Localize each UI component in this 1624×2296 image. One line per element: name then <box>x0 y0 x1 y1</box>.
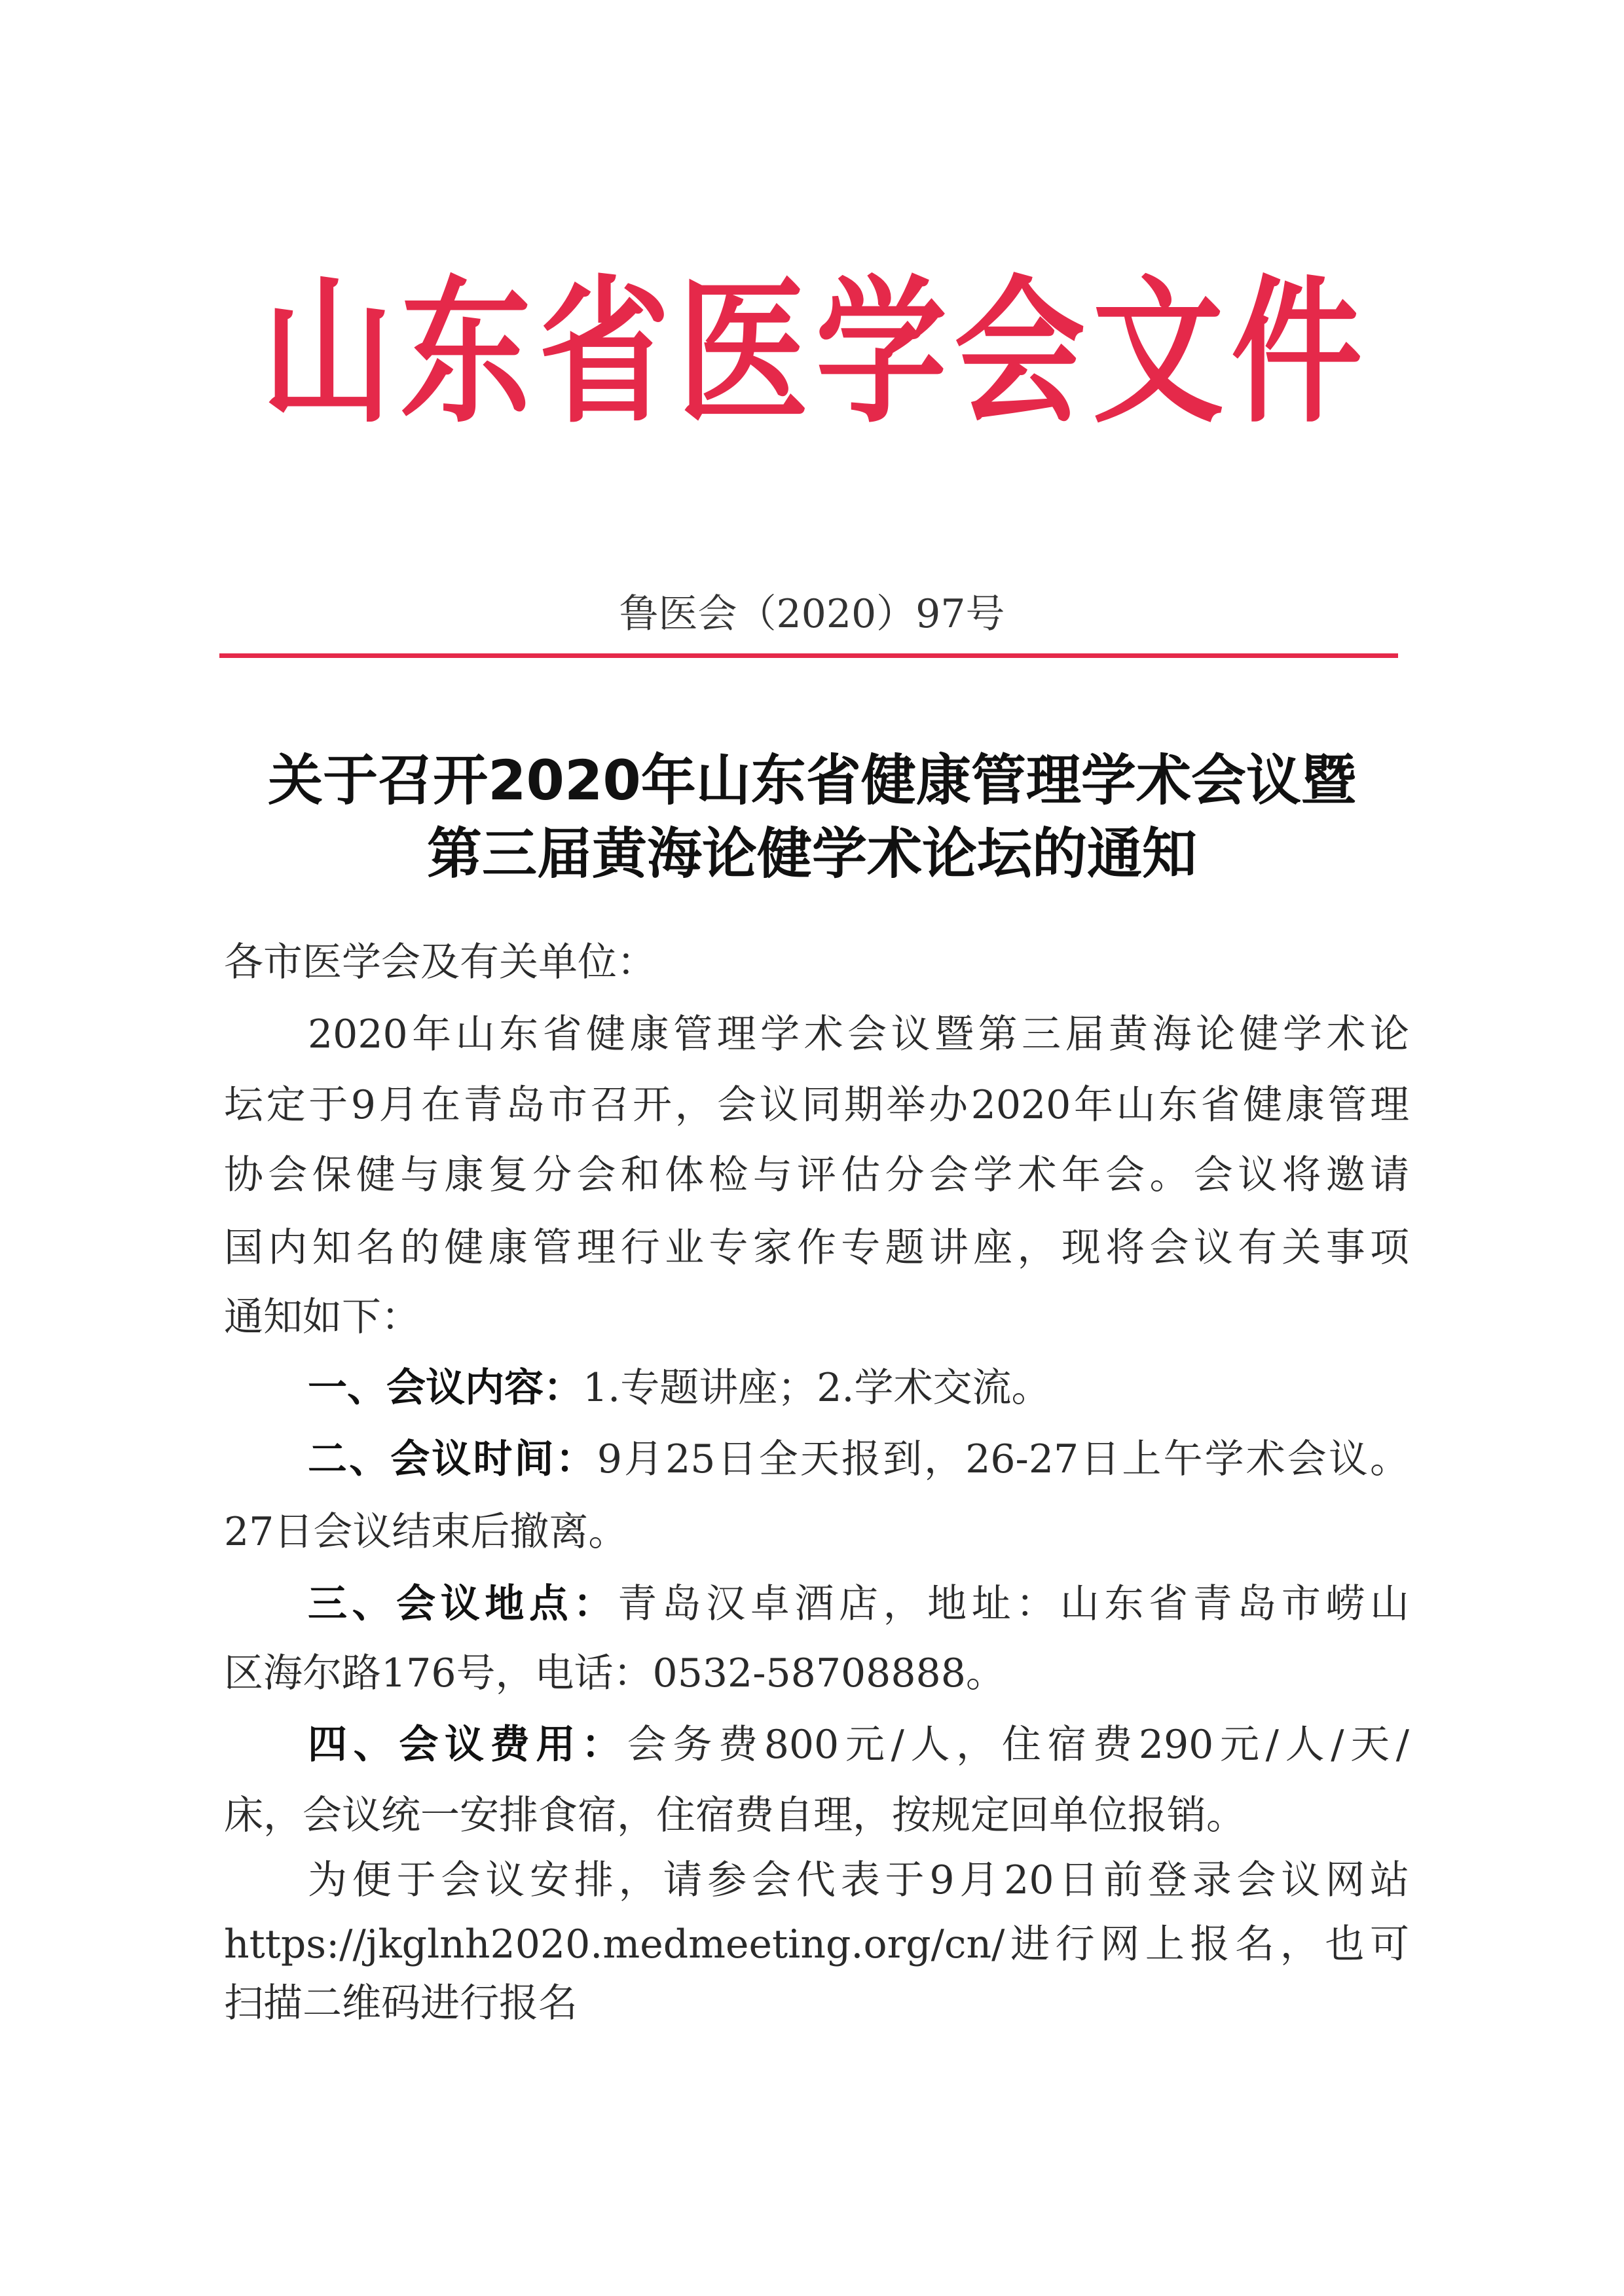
item-text: 青岛汉卓酒店，地址：山东省青岛市崂山 <box>618 1581 1410 1627</box>
item-label: 四、会议费用： <box>308 1722 627 1768</box>
intro-line: 坛定于9月在青岛市召开，会议同期举办2020年山东省健康管理 <box>224 1082 1409 1128</box>
registration-line: 扫描二维码进行报名 <box>224 1980 578 2026</box>
item-text: 床，会议统一安排食宿，住宿费自理，按规定回单位报销。 <box>224 1793 1246 1838</box>
item-label: 一、会议内容： <box>308 1365 583 1411</box>
document-number: 鲁医会（2020）97号 <box>619 591 1005 637</box>
item-text: 区海尔路176号，电话：0532-58708888。 <box>224 1650 1005 1696</box>
notice-title-line1: 关于召开2020年山东省健康管理学术会议暨 <box>268 748 1356 812</box>
item-content <box>308 1362 1409 1414</box>
item-text: 9月25日全天报到，26-27日上午学术会议。 <box>597 1436 1409 1482</box>
registration-url-line: https://jkglnh2020.medmeeting.org/cn/进行网上报名，也可 <box>224 1922 1409 1967</box>
header-divider <box>219 653 1398 658</box>
item-label: 三、会议地点： <box>308 1581 618 1627</box>
salutation: 各市医学会及有关单位： <box>224 939 656 985</box>
intro-line: 2020年山东省健康管理学术会议暨第三届黄海论健学术论 <box>308 1011 1409 1057</box>
item-venue <box>308 1578 1409 1630</box>
intro-line: 协会保健与康复分会和体检与评估分会学术年会。会议将邀请 <box>224 1152 1409 1198</box>
intro-line: 通知如下： <box>224 1294 420 1340</box>
intro-line: 国内知名的健康管理行业专家作专题讲座，现将会议有关事项 <box>224 1225 1409 1271</box>
notice-title-line2: 第三届黄海论健学术论坛的通知 <box>426 822 1197 886</box>
item-text: 1.专题讲座；2.学术交流。 <box>583 1365 1051 1411</box>
item-text: 27日会议结束后撤离。 <box>224 1509 628 1555</box>
item-label: 二、会议时间： <box>308 1436 597 1482</box>
item-text: 会务费800元/人，住宿费290元/人/天/ <box>627 1722 1410 1768</box>
item-fees <box>308 1719 1409 1771</box>
item-time <box>308 1433 1409 1485</box>
org-header-title: 山东省医学会文件 <box>262 261 1362 445</box>
registration-line: 为便于会议安排，请参会代表于9月20日前登录会议网站 <box>308 1857 1409 1903</box>
